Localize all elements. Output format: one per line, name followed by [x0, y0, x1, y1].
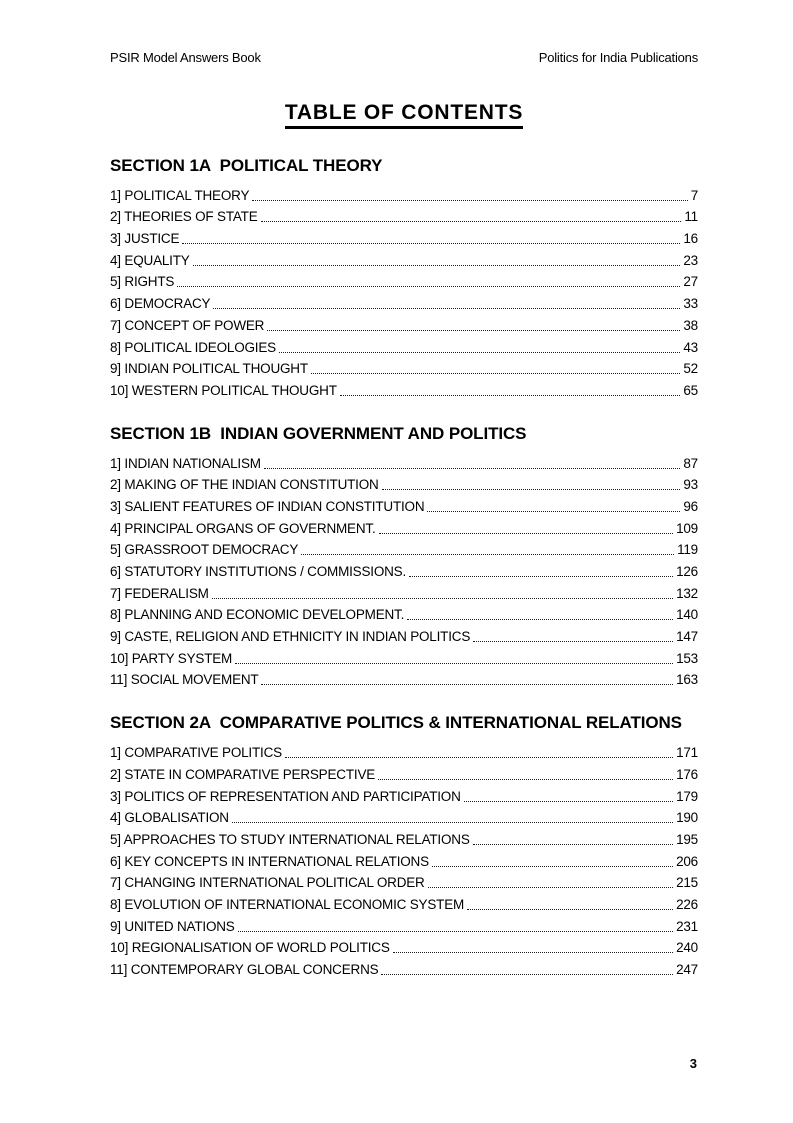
toc-entry-page: 231	[676, 918, 698, 934]
page-title: TABLE OF CONTENTS	[285, 101, 523, 129]
toc-entry	[110, 515, 698, 537]
dot-leader	[428, 887, 673, 888]
toc-entry-page: 206	[676, 853, 698, 869]
toc-entry-page: 38	[683, 317, 698, 333]
toc-section	[110, 712, 698, 978]
toc-entry	[110, 182, 698, 204]
toc-entry	[110, 805, 698, 827]
toc-entry-page: 109	[676, 520, 698, 536]
toc-entry-page: 147	[676, 629, 698, 645]
toc-section	[110, 155, 698, 399]
toc-entry-page: 93	[683, 477, 698, 493]
toc-entry-page: 7	[690, 187, 698, 203]
dot-leader	[301, 554, 674, 555]
toc-entry	[110, 472, 698, 494]
toc-entry-page: 176	[676, 766, 698, 782]
toc-entry	[110, 935, 698, 957]
toc-entry	[110, 761, 698, 783]
toc-entry-page: 11	[684, 209, 698, 225]
dot-leader	[261, 684, 673, 685]
dot-leader	[464, 801, 673, 802]
toc-entry-label: 3] POLITICS OF REPRESENTATION AND PARTICIPATION	[110, 788, 461, 804]
toc-entry-label: 11] SOCIAL MOVEMENT	[110, 672, 259, 688]
toc-entry-page: 16	[683, 231, 698, 247]
header-right-text: Politics for India Publications	[538, 50, 698, 65]
toc-entry-label: 6] DEMOCRACY	[110, 296, 211, 312]
page-header	[110, 50, 698, 65]
dot-leader	[264, 468, 681, 469]
dot-leader	[407, 619, 673, 620]
dot-leader	[427, 511, 680, 512]
toc-entry	[110, 913, 698, 935]
toc-entry-label: 8] POLITICAL IDEOLOGIES	[110, 339, 276, 355]
toc-entry	[110, 450, 698, 472]
dot-leader	[232, 822, 673, 823]
toc-entry	[110, 956, 698, 978]
toc-entry-label: 10] WESTERN POLITICAL THOUGHT	[110, 382, 337, 398]
toc-entry-page: 65	[683, 382, 698, 398]
dot-leader	[409, 576, 673, 577]
header-left-text: PSIR Model Answers Book	[110, 50, 261, 65]
section-heading: SECTION 2A COMPARATIVE POLITICS & INTERNATIONAL RELATIONS	[110, 713, 682, 733]
dot-leader	[473, 844, 673, 845]
toc-entry-label: 9] UNITED NATIONS	[110, 918, 235, 934]
dot-leader	[379, 533, 674, 534]
toc-entry-label: 3] JUSTICE	[110, 231, 180, 247]
toc-entry	[110, 645, 698, 667]
toc-entry-label: 6] KEY CONCEPTS IN INTERNATIONAL RELATIONS	[110, 853, 429, 869]
toc-entry-page: 23	[683, 252, 698, 268]
toc-entry	[110, 537, 698, 559]
toc-entry-page: 247	[676, 962, 698, 977]
toc-entry-label: 11] CONTEMPORARY GLOBAL CONCERNS	[110, 962, 379, 977]
toc-entry-label: 5] RIGHTS	[110, 274, 175, 290]
title-wrap	[110, 101, 698, 129]
dot-leader	[238, 931, 673, 932]
toc-entry	[110, 602, 698, 624]
toc-entry-label: 10] REGIONALISATION OF WORLD POLITICS	[110, 940, 390, 956]
toc-entry	[110, 826, 698, 848]
toc-section	[110, 423, 698, 689]
toc-entry	[110, 623, 698, 645]
dot-leader	[212, 598, 673, 599]
dot-leader	[467, 909, 673, 910]
dot-leader	[393, 952, 673, 953]
footer-page-number: 3	[689, 1056, 697, 1071]
toc-entry-page: 140	[676, 607, 698, 623]
toc-entry	[110, 739, 698, 761]
toc-entry-page: 153	[676, 650, 698, 666]
toc-entry	[110, 334, 698, 356]
dot-leader	[213, 308, 680, 309]
dot-leader	[311, 373, 680, 374]
toc-entry-page: 126	[676, 564, 698, 579]
toc-entry-page: 215	[676, 875, 698, 891]
toc-entry-page: 190	[676, 810, 698, 826]
toc-entry-label: 7] CHANGING INTERNATIONAL POLITICAL ORDER	[110, 875, 425, 891]
toc-entry-page: 240	[676, 940, 698, 956]
dot-leader	[381, 974, 673, 975]
toc-entry	[110, 290, 698, 312]
toc-entry-label: 2] STATE IN COMPARATIVE PERSPECTIVE	[110, 766, 376, 782]
toc-entry-label: 7] FEDERALISM	[110, 585, 209, 601]
toc-entry-label: 2] THEORIES OF STATE	[110, 209, 258, 225]
toc-entry	[110, 204, 698, 226]
dot-leader	[378, 779, 673, 780]
toc-entry-label: 2] MAKING OF THE INDIAN CONSTITUTION	[110, 477, 379, 493]
toc-entry-page: 195	[676, 831, 698, 847]
toc-entry	[110, 493, 698, 515]
toc-entry-label: 9] CASTE, RELIGION AND ETHNICITY IN INDIAN POLITICS	[110, 629, 471, 645]
toc-entry-page: 27	[683, 274, 698, 290]
dot-leader	[261, 221, 682, 222]
dot-leader	[182, 243, 680, 244]
toc-entry-label: 3] SALIENT FEATURES OF INDIAN CONSTITUTION	[110, 498, 425, 514]
toc-entry-page: 132	[676, 585, 698, 601]
toc-entry-label: 4] GLOBALISATION	[110, 810, 229, 826]
toc-entry-page: 52	[683, 361, 698, 377]
dot-leader	[279, 352, 680, 353]
dot-leader	[340, 395, 681, 396]
dot-leader	[382, 489, 681, 490]
toc-entry	[110, 848, 698, 870]
section-heading: SECTION 1A POLITICAL THEORY	[110, 156, 383, 175]
toc-entry	[110, 891, 698, 913]
toc-entry-label: 4] PRINCIPAL ORGANS OF GOVERNMENT.	[110, 520, 376, 536]
toc-entry	[110, 558, 698, 580]
dot-leader	[193, 265, 681, 266]
page-content	[110, 50, 698, 978]
dot-leader	[473, 641, 673, 642]
toc-entry-page: 96	[683, 498, 698, 514]
toc-entry-label: 1] COMPARATIVE POLITICS	[110, 745, 282, 761]
toc-entry-page: 179	[676, 788, 698, 804]
toc-entry-page: 119	[677, 542, 698, 558]
toc-entry-label: 1] POLITICAL THEORY	[110, 187, 250, 203]
toc-entry-label: 8] PLANNING AND ECONOMIC DEVELOPMENT.	[110, 607, 405, 623]
toc-entry	[110, 269, 698, 291]
toc-entry-label: 5] APPROACHES TO STUDY INTERNATIONAL RELATIONS	[110, 831, 470, 847]
toc-entry-label: 7] CONCEPT OF POWER	[110, 317, 265, 333]
toc-entry	[110, 870, 698, 892]
toc-entry-label: 6] STATUTORY INSTITUTIONS / COMMISSIONS.	[110, 564, 407, 579]
toc-entry	[110, 783, 698, 805]
toc-entry	[110, 247, 698, 269]
dot-leader	[285, 757, 673, 758]
section-heading: SECTION 1B INDIAN GOVERNMENT AND POLITICS	[110, 423, 527, 443]
dot-leader	[252, 200, 687, 201]
toc-entry	[110, 225, 698, 247]
dot-leader	[267, 330, 680, 331]
toc-entry-page: 43	[683, 339, 698, 355]
toc-entry	[110, 580, 698, 602]
toc-entry-label: 10] PARTY SYSTEM	[110, 650, 233, 666]
toc-sections	[110, 155, 698, 978]
toc-entry-page: 163	[676, 672, 698, 688]
dot-leader	[432, 866, 673, 867]
toc-entry-page: 226	[676, 896, 698, 912]
toc-entry	[110, 356, 698, 378]
toc-entry-label: 1] INDIAN NATIONALISM	[110, 455, 261, 471]
toc-entry-page: 87	[683, 455, 698, 471]
toc-entry-label: 5] GRASSROOT DEMOCRACY	[110, 542, 299, 558]
toc-entry	[110, 667, 698, 689]
dot-leader	[177, 286, 680, 287]
toc-entry	[110, 377, 698, 399]
toc-entry-page: 171	[676, 745, 698, 761]
toc-entry-label: 4] EQUALITY	[110, 252, 190, 268]
toc-entry-page: 33	[683, 296, 698, 312]
toc-entry-label: 9] INDIAN POLITICAL THOUGHT	[110, 361, 308, 377]
toc-entry-label: 8] EVOLUTION OF INTERNATIONAL ECONOMIC SYSTEM	[110, 896, 465, 912]
dot-leader	[235, 663, 673, 664]
toc-entry	[110, 312, 698, 334]
